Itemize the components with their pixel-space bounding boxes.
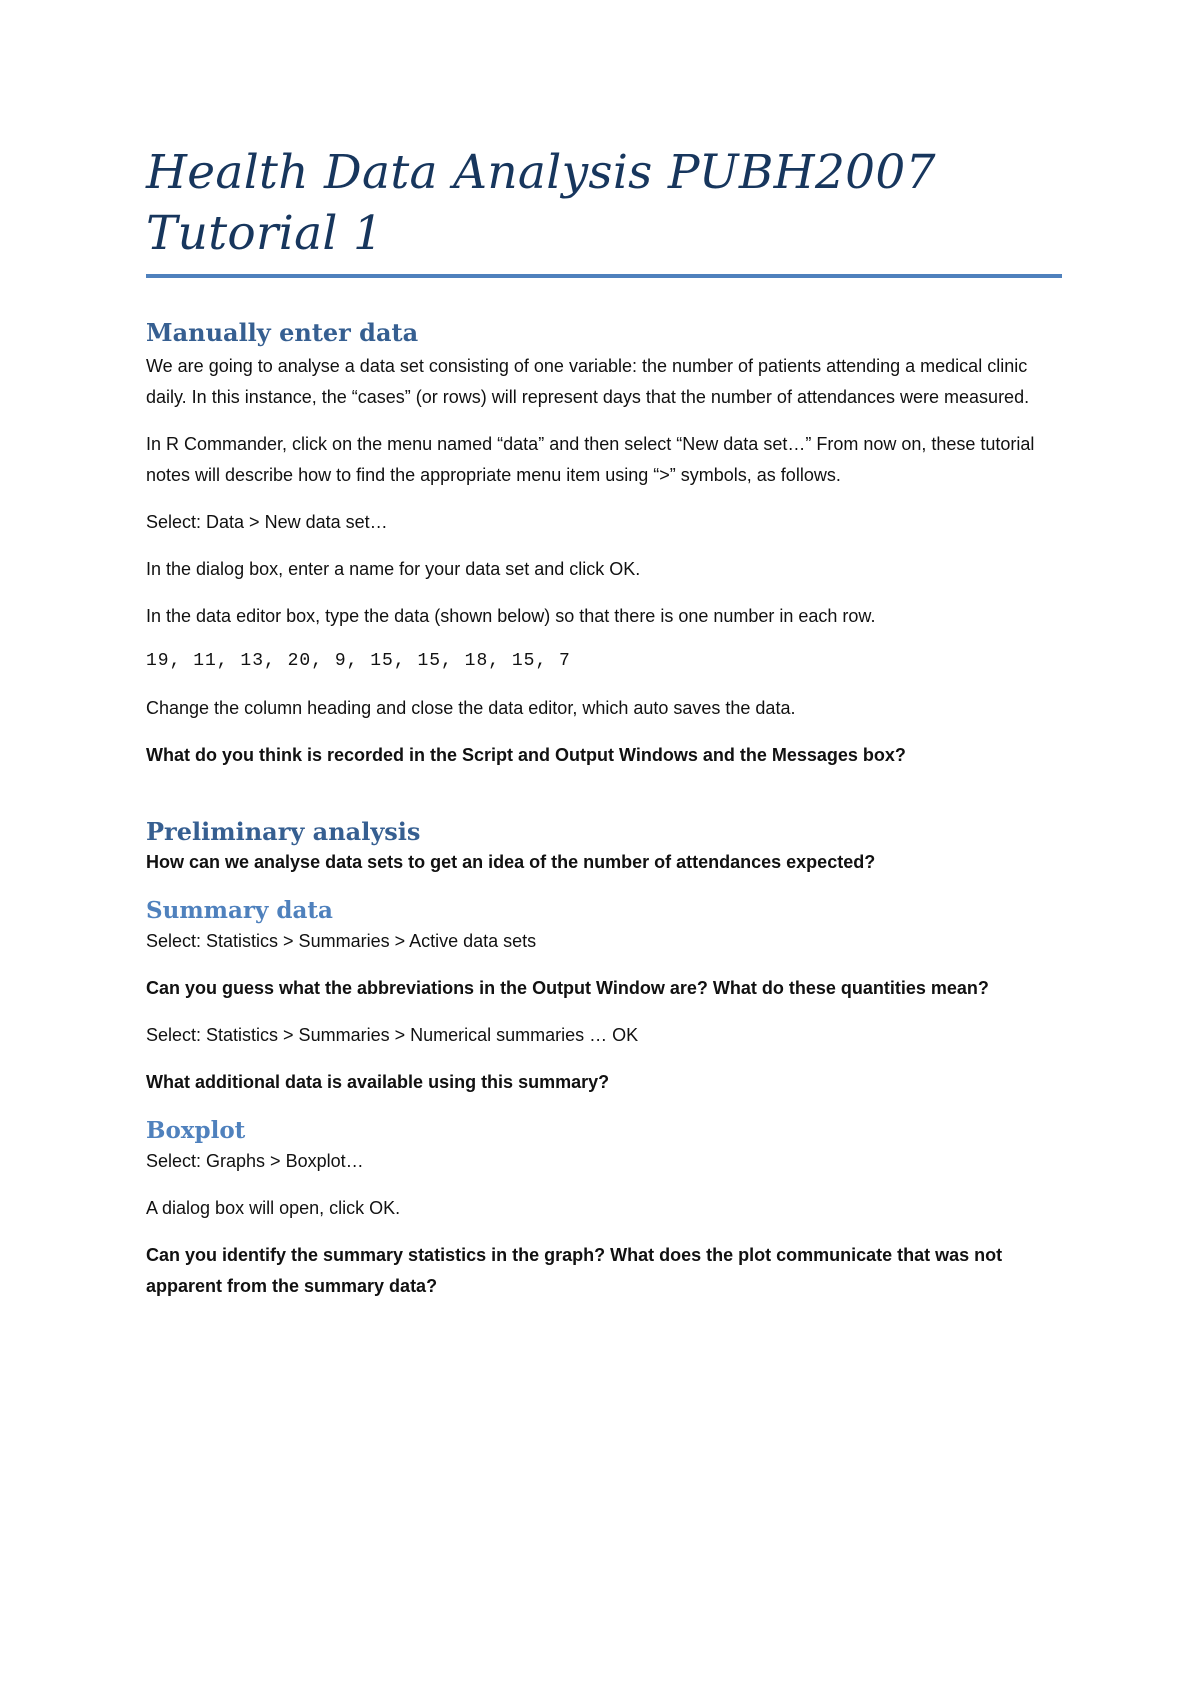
- document-page: [146, 142, 1062, 1302]
- title-line-2: Tutorial 1: [146, 206, 384, 261]
- heading-manually-enter-data: Manually enter data: [146, 318, 419, 347]
- instruction-active-data-sets: Select: Statistics > Summaries > Active data sets: [146, 931, 537, 951]
- question-analyse-data: How can we analyse data sets to get an idea of the number of attendances expected?: [146, 852, 876, 872]
- data-values: 19, 11, 13, 20, 9, 15, 15, 18, 15, 7: [146, 651, 571, 671]
- heading-boxplot: Boxplot: [146, 1117, 246, 1144]
- instruction-data-editor: In the data editor box, type the data (shown below) so that there is one number in each row.: [146, 606, 876, 626]
- instruction-dialog-name: In the dialog box, enter a name for your data set and click OK.: [146, 559, 641, 579]
- question-script-output: What do you think is recorded in the Script and Output Windows and the Messages box?: [146, 745, 906, 765]
- paragraph-intro: We are going to analyse a data set consisting of one variable: the number of patients attending a medical clinic daily. In this instance, the “cases” (or rows) will represent days that the number of attendances were measured.: [146, 356, 1030, 407]
- instruction-boxplot: Select: Graphs > Boxplot…: [146, 1151, 364, 1171]
- instruction-column-heading: Change the column heading and close the data editor, which auto saves the data.: [146, 698, 796, 718]
- paragraph-r-commander: In R Commander, click on the menu named “data” and then select “New data set…” From now on, these tutorial notes will describe how to find the appropriate menu item using “>” symbols, as follows.: [146, 434, 1035, 485]
- question-abbreviations: Can you guess what the abbreviations in the Output Window are? What do these quantities mean?: [146, 978, 989, 998]
- title-line-1: Health Data Analysis PUBH2007: [146, 145, 936, 200]
- instruction-dialog-ok: A dialog box will open, click OK.: [146, 1198, 401, 1218]
- heading-preliminary-analysis: Preliminary analysis: [146, 817, 421, 846]
- document-title: [146, 142, 1062, 264]
- title-underline: [146, 274, 1062, 278]
- instruction-numerical-summaries: Select: Statistics > Summaries > Numerical summaries … OK: [146, 1025, 639, 1045]
- question-summary-statistics-graph: Can you identify the summary statistics in the graph? What does the plot communicate that was not apparent from the summary data?: [146, 1245, 1003, 1296]
- heading-summary-data: Summary data: [146, 897, 333, 924]
- instruction-new-data-set: Select: Data > New data set…: [146, 512, 388, 532]
- question-additional-data: What additional data is available using this summary?: [146, 1072, 610, 1092]
